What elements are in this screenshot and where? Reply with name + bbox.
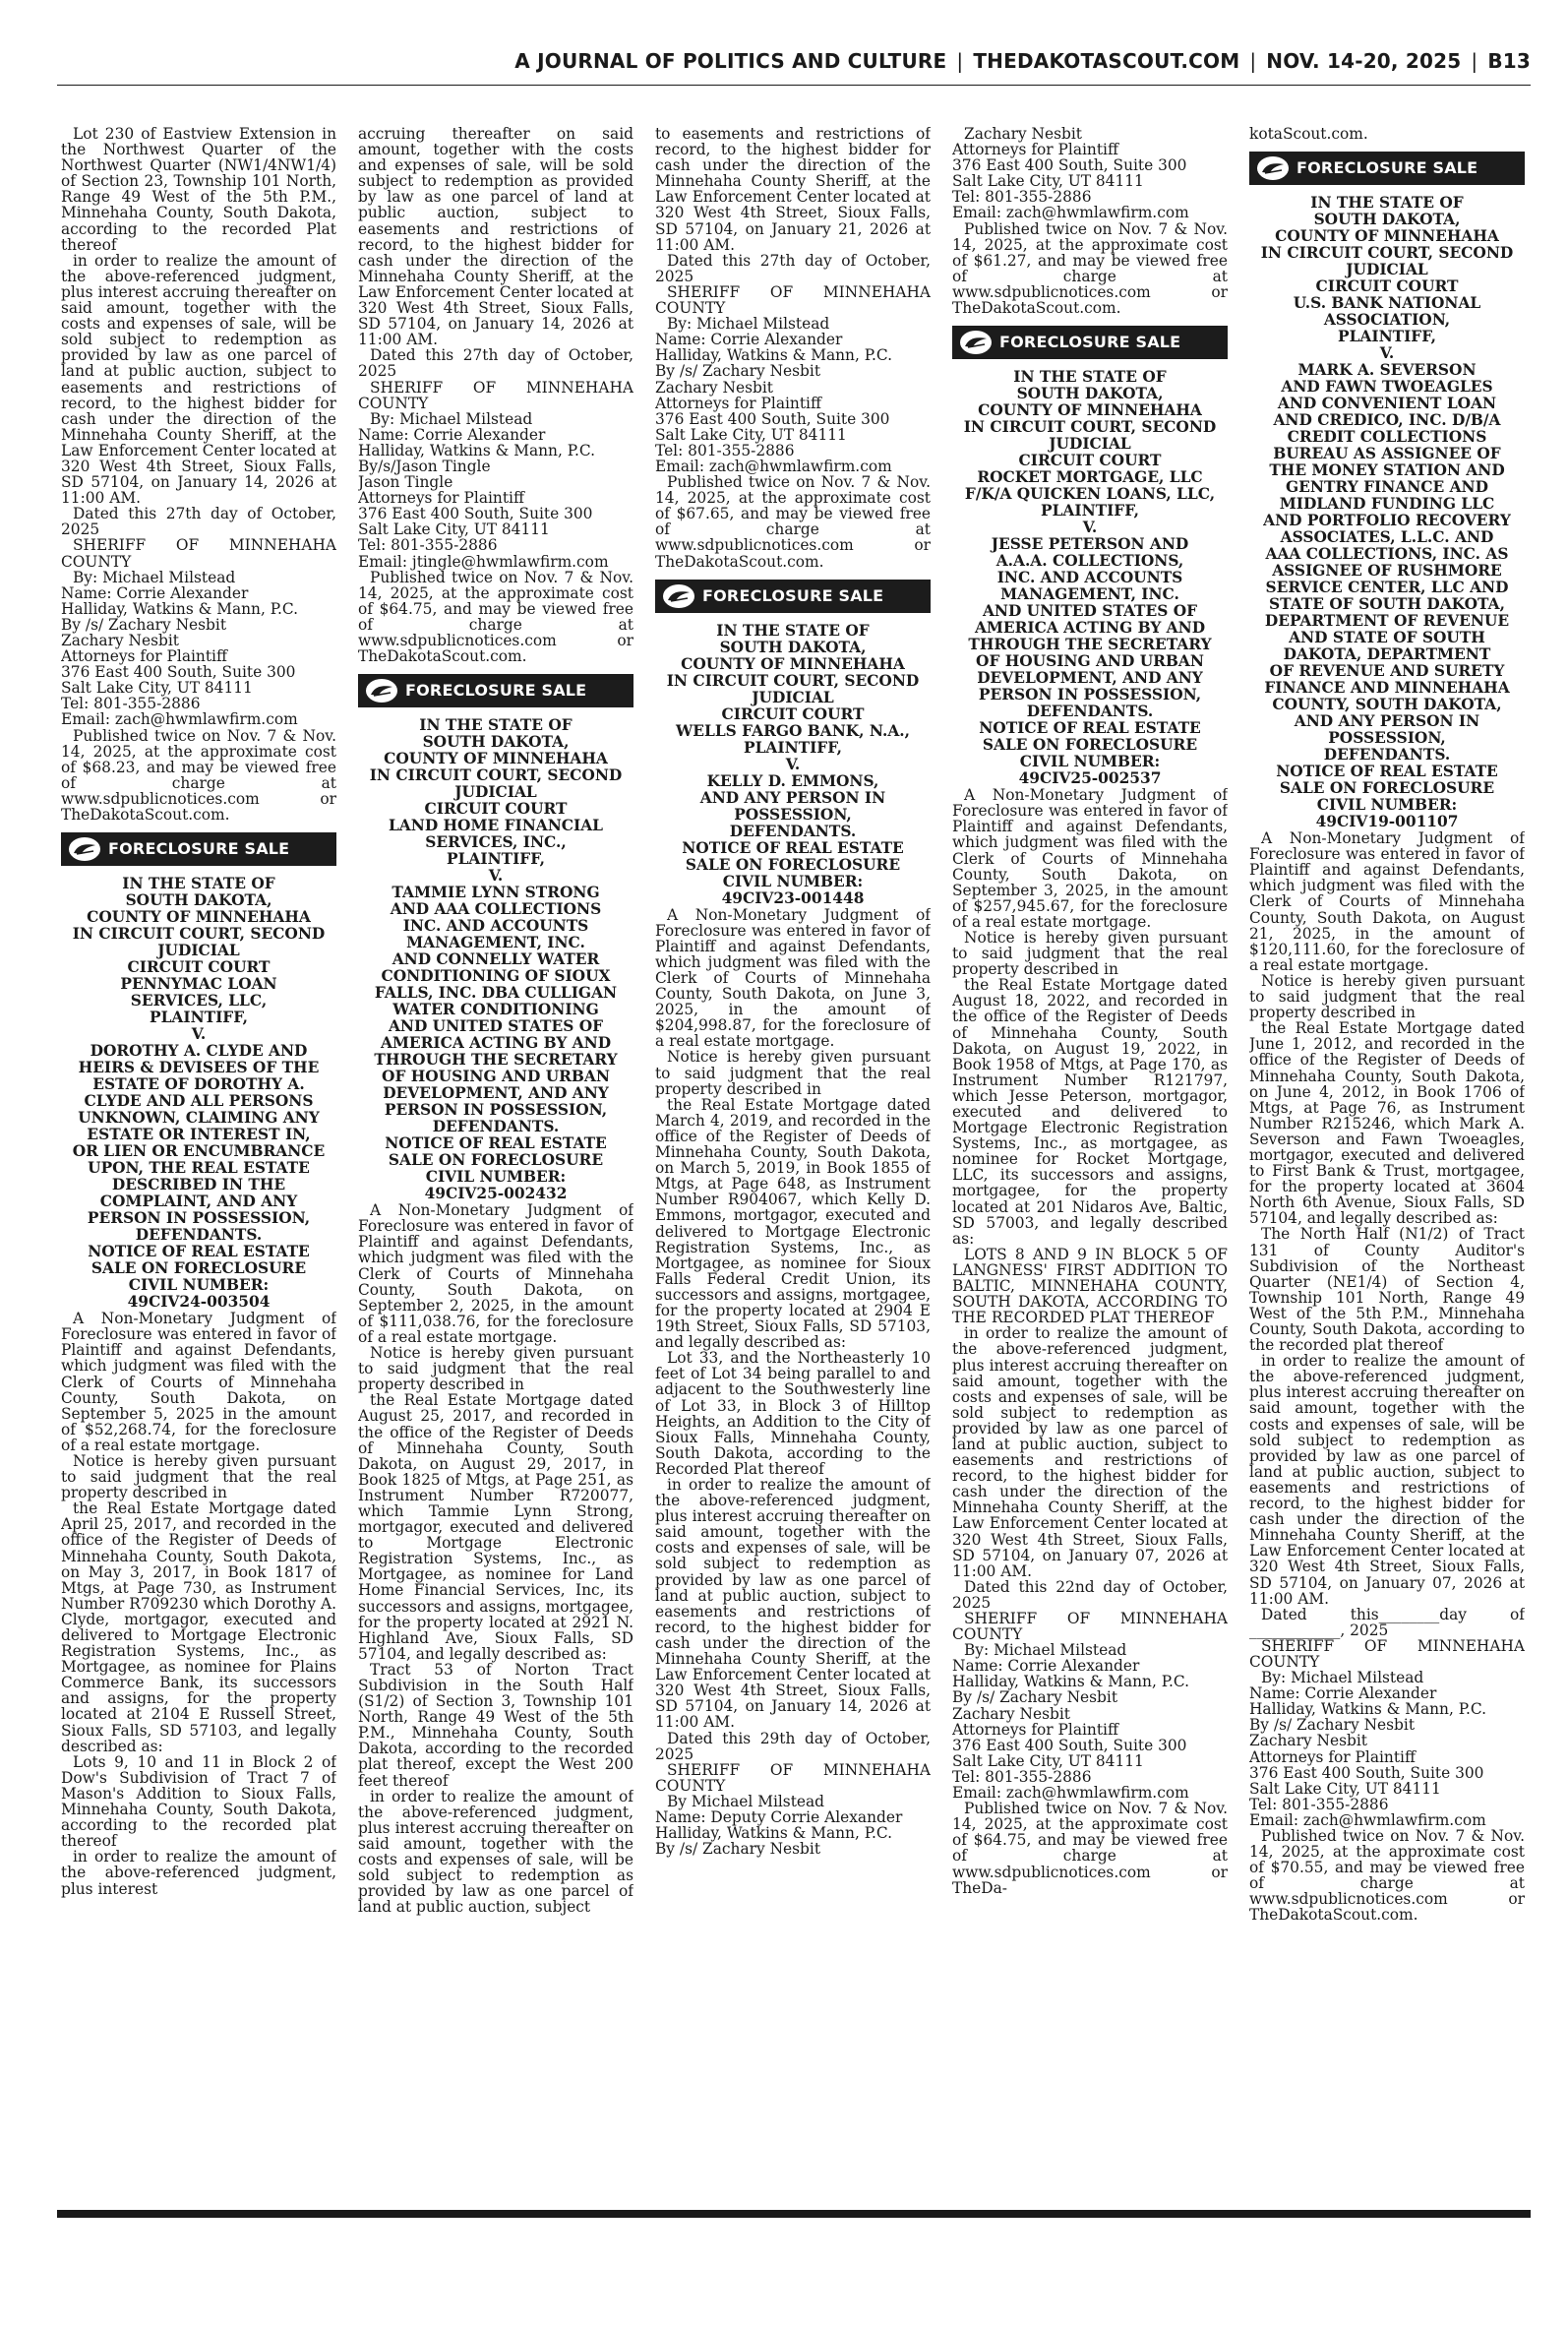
notice-paragraph: in order to realize the amount of the above-referenced judgment, plus interest accruing thereafter on said amount, together with the costs and expenses of sale, will be sold subject to redemption as provided by law as one parcel of land at public auction, subject to easements and restrictions of record, to the highest bidder for cash under the direction of the Minnehaha County Sheriff, at the Law Enforcement Center located at 320 West 4th Street, Sioux Falls, SD 57104, on January 07, 2026 at 11:00 AM. <box>1249 1352 1525 1608</box>
notice-paragraph: A Non-Monetary Judgment of Foreclosure was entered in favor of Plaintiff and against Defendants, which judgment was filed with the Clerk of Courts of Minnehaha County, South Dakota, on September 2, 2025, in the amount of $111,038.76, for the foreclosure of a real estate mortgage. <box>358 1201 633 1346</box>
notice-paragraph: Notice is hereby given pursuant to said judgment that the real property described in <box>1249 971 1525 1022</box>
notice-paragraph: in order to realize the amount of the above-referenced judgment, plus interest accruing thereafter on said amount, together with the costs and expenses of sale, will be sold subject to redemption as provided by law as one parcel of land at public auction, subject to easements and restrictions of record, to the highest bidder for cash under the direction of the Minnehaha County Sheriff, at the Law Enforcement Center located at 320 West 4th Street, Sioux Falls, SD 57104, on January 14, 2026 at 11:00 AM. <box>61 251 336 508</box>
notice-paragraph: the Real Estate Mortgage dated August 25, 2017, and recorded in the office of the Register of Deeds of Minnehaha County, South Dakota, on August 29, 2017, in Book 1825 of Mtgs, at Page 251, as Instrument Number R720077, which Tammie Lynn Strong, mortgagor, executed and delivered to Mortgage Electronic Registration Systems, Inc., as Mortgagee, as nominee for Land Home Financial Services, Inc, its successors and assigns, mortgagee, for the property located at 2921 N. Highland Ave, Sioux Falls, SD 57104, and legally described as: <box>358 1391 633 1663</box>
notice-paragraph: the Real Estate Mortgage dated April 25, 2017, and recorded in the office of the Register of Deeds of Minnehaha County, South Dakota, on May 3, 2017, in Book 1817 of Mtgs, at Page 730, as Instrument Number R709230 which Dorothy A. Clyde, mortgagor, executed and delivered to Mortgage Electronic Registration Systems, Inc., as Mortgagee, as nominee for Plains Commerce Bank, its successors and assigns, for the property located at 2104 E Russell Street, Sioux Falls, SD 57103, and legally described as: <box>61 1499 336 1755</box>
notice-paragraph: By: Michael Milstead Name: Corrie Alexander Halliday, Watkins & Mann, P.C. By /s/ Zachary Nesbit Zachary Nesbit Attorneys for Plaintiff 376 East 400 South, Suite 300 Salt Lake City, UT 84111 Tel: 801-355-2886 Email: zach@hwmlawfirm.com <box>655 315 893 475</box>
continued-paragraph: kotaScout.com. <box>1249 126 1368 143</box>
notice-paragraph: Published twice on Nov. 7 & Nov. 14, 2025, at the approximate cost of $64.75, and may be viewed free of charge at www.sdpublicnotices.com or TheDakotaScout.com. <box>358 568 633 666</box>
notice-paragraph: By: Michael Milstead Name: Corrie Alexander Halliday, Watkins & Mann, P.C. By /s/ Zachary Nesbit Zachary Nesbit Attorneys for Plaintiff 376 East 400 South, Suite 300 Salt Lake City, UT 84111 Tel: 801-355-2886 Email: zach@hwmlawfirm.com <box>61 568 299 729</box>
notice-paragraph: in order to realize the amount of the above-referenced judgment, plus interest <box>61 1848 336 1898</box>
header-separator: | <box>1249 49 1257 73</box>
foreclosure-sale-banner <box>655 580 931 613</box>
notice-paragraph: the Real Estate Mortgage dated June 1, 2012, and recorded in the office of the Register of Deeds of Minnehaha County, South Dakota, on June 4, 2012, in Book 1706 of Mtgs, at Page 76, as Instrument Number R215246, which Mark A. Severson and Fawn Twoeagles, mortgagor, executed and delivered to First Bank & Trust, mortgagee, for the property located at 3604 North 6th Avenue, Sioux Falls, SD 57104, and legally described as: <box>1249 1019 1525 1228</box>
notice-paragraph: Notice is hereby given pursuant to said judgment that the real property described in <box>655 1048 931 1098</box>
dakota-scout-logo-icon <box>1257 156 1289 180</box>
column-4 <box>952 126 1228 2202</box>
notice-paragraph: A Non-Monetary Judgment of Foreclosure was entered in favor of Plaintiff and against Defendants, which judgment was filed with the Clerk of Courts of Minnehaha County, South Dakota, on September 5, 2025 in the amount of $52,268.74, for the foreclosure of a real estate mortgage. <box>61 1310 336 1454</box>
notice-paragraph: Published twice on Nov. 7 & Nov. 14, 2025, at the approximate cost of $67.65, and may be viewed free of charge at www.sdpublicnotices.com or TheDakotaScout.com. <box>655 473 931 571</box>
notice-caption: IN THE STATE OF SOUTH DAKOTA, COUNTY OF MINNEHAHA IN CIRCUIT COURT, SECOND JUDICIAL CIRCUIT COURT LAND HOME FINANCIAL SERVICES, INC., PLAINTIFF, V. TAMMIE LYNN STRONG AND AAA COLLECTIONS INC. AND ACCOUNTS MANAGEMENT, INC. AND CONNELLY WATER CONDITIONING OF SIOUX FALLS, INC. DBA CULLIGAN WATER CONDITIONING AND UNITED STATES OF AMERICA ACTING BY AND THROUGH THE SECRETARY OF HOUSING AND URBAN DEVELOPMENT, AND ANY PERSON IN POSSESSION, DEFENDANTS. NOTICE OF REAL ESTATE SALE ON FORECLOSURE CIVIL NUMBER: 49CIV25-002432 <box>369 716 623 1203</box>
notice-paragraph: SHERIFF OF MINNEHAHA COUNTY <box>61 536 336 571</box>
notice-paragraph: Dated this 29th day of October, 2025 <box>655 1729 931 1763</box>
foreclosure-sale-banner <box>1249 152 1525 185</box>
notice-paragraph: Dated this 27th day of October, 2025 <box>655 251 931 285</box>
foreclosure-sale-banner <box>61 832 336 866</box>
notice-caption: IN THE STATE OF SOUTH DAKOTA, COUNTY OF MINNEHAHA IN CIRCUIT COURT, SECOND JUDICIAL CIRCUIT COURT WELLS FARGO BANK, N.A., PLAINTIFF, V. KELLY D. EMMONS, AND ANY PERSON IN POSSESSION, DEFENDANTS. NOTICE OF REAL ESTATE SALE ON FORECLOSURE CIVIL NUMBER: 49CIV23-001448 <box>666 621 920 907</box>
notice-paragraph: By: Michael Milstead Name: Corrie Alexander Halliday, Watkins & Mann, P.C. By/s/Jason Tingle Jason Tingle Attorneys for Plaintiff 376 East 400 South, Suite 300 Salt Lake City, UT 84111 Tel: 801-355-2886 Email: jtingle@hwmlawfirm.com <box>358 409 609 571</box>
notice-paragraph: Dated this________day of ____________, 2025 <box>1249 1605 1525 1639</box>
continued-paragraph: to easements and restrictions of record, to the highest bidder for cash under the direction of the Minnehaha County Sheriff, at the Law Enforcement Center located at 320 West 4th Street, Sioux Falls, SD 57104, on January 21, 2026 at 11:00 AM. <box>655 126 931 254</box>
notice-paragraph: Zachary Nesbit Attorneys for Plaintiff 376 East 400 South, Suite 300 Salt Lake City, UT 84111 Tel: 801-355-2886 Email: zach@hwmlawfirm.com <box>952 126 1189 222</box>
column-2 <box>358 126 633 2202</box>
notice-paragraph: Published twice on Nov. 7 & Nov. 14, 2025, at the approximate cost of $68.23, and may be viewed free of charge at www.sdpublicnotices.com or TheDakotaScout.com. <box>61 726 336 825</box>
notice-paragraph: SHERIFF OF MINNEHAHA COUNTY <box>655 1760 931 1795</box>
notice-paragraph: The North Half (N1/2) of Tract 131 of County Auditor's Subdivision of the Northeast Quarter (NE1/4) of Section 4, Township 101 North, Range 49 West of the 5th P.M., Minnehaha County, South Dakota, according to the recorded plat thereof <box>1249 1225 1525 1355</box>
notice-paragraph: SHERIFF OF MINNEHAHA COUNTY <box>358 378 633 412</box>
notice-paragraph: SHERIFF OF MINNEHAHA COUNTY <box>1249 1636 1525 1671</box>
header-separator: | <box>956 49 964 73</box>
banner-label: FORECLOSURE SALE <box>999 333 1181 352</box>
foreclosure-sale-banner <box>952 326 1228 359</box>
foreclosure-sale-banner <box>358 674 633 707</box>
dakota-scout-logo-icon <box>663 584 694 608</box>
banner-label: FORECLOSURE SALE <box>108 839 290 859</box>
notice-paragraph: Published twice on Nov. 7 & Nov. 14, 2025, at the approximate cost of $70.55, and may be viewed free of charge at www.sdpublicnotices.com or TheDakotaScout.com. <box>1249 1827 1525 1925</box>
continued-paragraph: accruing thereafter on said amount, together with the costs and expenses of sale, will be sold subject to redemption as provided by law as one parcel of land at public auction, subject to easements and restrictions of record, to the highest bidder for cash under the direction of the Minnehaha County Sheriff, at the Law Enforcement Center located at 320 West 4th Street, Sioux Falls, SD 57104, on January 14, 2026 at 11:00 AM. <box>358 126 633 349</box>
column-1 <box>61 126 336 2202</box>
notice-paragraph: the Real Estate Mortgage dated March 4, 2019, and recorded in the office of the Register of Deeds of Minnehaha County, South Dakota, on March 5, 2019, in Book 1855 of Mtgs, at Page 648, as Instrument Number R904067, which Kelly D. Emmons, mortgagor, executed and delivered to Mortgage Electronic Registration Systems, Inc., as Mortgagee, as nominee for Sioux Falls Federal Credit Union, its successors and assigns, mortgagee, for the property located at 2904 E 19th Street, Sioux Falls, SD 57103, and legally described as: <box>655 1095 931 1352</box>
notice-paragraph: SHERIFF OF MINNEHAHA COUNTY <box>655 282 931 318</box>
notice-paragraph: Dated this 27th day of October, 2025 <box>358 346 633 381</box>
notice-paragraph: Published twice on Nov. 7 & Nov. 14, 2025, at the approximate cost of $61.27, and may be viewed free of charge at www.sdpublicnotices.com or TheDakotaScout.com. <box>952 219 1228 318</box>
notice-paragraph: Published twice on Nov. 7 & Nov. 14, 2025, at the approximate cost of $64.75, and may be viewed free of charge at www.sdpublicnotices.com or TheDa- <box>952 1800 1228 1897</box>
banner-label: FORECLOSURE SALE <box>405 681 587 701</box>
header-divider <box>57 85 1531 86</box>
notice-paragraph: Notice is hereby given pursuant to said judgment that the real property described in <box>952 928 1228 979</box>
notice-paragraph: By: Michael Milstead Name: Corrie Alexander Halliday, Watkins & Mann, P.C. By /s/ Zachary Nesbit Zachary Nesbit Attorneys for Plaintiff 376 East 400 South, Suite 300 Salt Lake City, UT 84111 Tel: 801-355-2886 Email: zach@hwmlawfirm.com <box>1249 1669 1487 1829</box>
notice-paragraph: Lots 9, 10 and 11 in Block 2 of Dow's Subdivision of Tract 7 of Mason's Addition to Sioux Falls, Minnehaha County, South Dakota, according to the recorded plat thereof <box>61 1752 336 1851</box>
notice-paragraph: SHERIFF OF MINNEHAHA COUNTY <box>952 1610 1228 1644</box>
notice-paragraph: Dated this 22nd day of October, 2025 <box>952 1577 1228 1612</box>
notice-paragraph: in order to realize the amount of the above-referenced judgment, plus interest accruing thereafter on said amount, together with the costs and expenses of sale, will be sold subject to redemption as provided by law as one parcel of land at public auction, subject <box>358 1787 633 1917</box>
notice-paragraph: By Michael Milstead Name: Deputy Corrie Alexander Halliday, Watkins & Mann, P.C. By /s/ Zachary Nesbit <box>655 1792 903 1859</box>
page-number: B13 <box>1487 49 1531 73</box>
dakota-scout-logo-icon <box>960 331 992 354</box>
header-separator: | <box>1471 49 1478 73</box>
column-5 <box>1249 126 1525 2202</box>
notice-paragraph: in order to realize the amount of the above-referenced judgment, plus interest accruing thereafter on said amount, together with the costs and expenses of sale, will be sold subject to redemption as provided by law as one parcel of land at public auction, subject to easements and restrictions of record, to the highest bidder for cash under the direction of the Minnehaha County Sheriff, at the Law Enforcement Center located at 320 West 4th Street, Sioux Falls, SD 57104, on January 07, 2026 at 11:00 AM. <box>952 1324 1228 1580</box>
dakota-scout-logo-icon <box>366 679 397 703</box>
notice-caption: IN THE STATE OF SOUTH DAKOTA, COUNTY OF MINNEHAHA IN CIRCUIT COURT, SECOND JUDICIAL CIRCUIT COURT PENNYMAC LOAN SERVICES, LLC, PLAINTIFF, V. DOROTHY A. CLYDE AND HEIRS & DEVISEES OF THE ESTATE OF DOROTHY A. CLYDE AND ALL PERSONS UNKNOWN, CLAIMING ANY ESTATE OR INTEREST IN, OR LIEN OR ENCUMBRANCE UPON, THE REAL ESTATE DESCRIBED IN THE COMPLAINT, AND ANY PERSON IN POSSESSION, DEFENDANTS. NOTICE OF REAL ESTATE SALE ON FORECLOSURE CIVIL NUMBER: 49CIV24-003504 <box>72 875 326 1312</box>
notice-paragraph: in order to realize the amount of the above-referenced judgment, plus interest accruing thereafter on said amount, together with the costs and expenses of sale, will be sold subject to redemption as provided by law as one parcel of land at public auction, subject to easements and restrictions of record, to the highest bidder for cash under the direction of the Minnehaha County Sheriff, at the Law Enforcement Center located at 320 West 4th Street, Sioux Falls, SD 57104, on January 14, 2026 at 11:00 AM. <box>655 1476 931 1732</box>
notice-paragraph: Lot 33, and the Northeasterly 10 feet of Lot 34 being parallel to and adjacent to the Southwesterly line of Lot 33, in Block 3 of Hilltop Heights, an Addition to the City of Sioux Falls, Minnehaha County, South Dakota, according to the Recorded Plat thereof <box>655 1349 931 1478</box>
legal-notices-columns <box>61 126 1525 2202</box>
footer-divider <box>57 2210 1531 2218</box>
notice-caption: IN THE STATE OF SOUTH DAKOTA, COUNTY OF MINNEHAHA IN CIRCUIT COURT, SECOND JUDICIAL CIRCUIT COURT ROCKET MORTGAGE, LLC F/K/A QUICKEN LOANS, LLC, PLAINTIFF, V. JESSE PETERSON AND A.A.A. COLLECTIONS, INC. AND ACCOUNTS MANAGEMENT, INC. AND UNITED STATES OF AMERICA ACTING BY AND THROUGH THE SECRETARY OF HOUSING AND URBAN DEVELOPMENT, AND ANY PERSON IN POSSESSION, DEFENDANTS. NOTICE OF REAL ESTATE SALE ON FORECLOSURE CIVIL NUMBER: 49CIV25-002537 <box>963 368 1217 788</box>
notice-paragraph: A Non-Monetary Judgment of Foreclosure was entered in favor of Plaintiff and against Defendants, which judgment was filed with the Clerk of Courts of Minnehaha County, South Dakota, on August 21, 2025, in the amount of $120,111.60, for the foreclosure of a real estate mortgage. <box>1249 829 1525 974</box>
notice-paragraph: Notice is hereby given pursuant to said judgment that the real property described in <box>358 1344 633 1394</box>
banner-label: FORECLOSURE SALE <box>1297 158 1478 178</box>
column-3 <box>655 126 931 2202</box>
notice-caption: IN THE STATE OF SOUTH DAKOTA, COUNTY OF MINNEHAHA IN CIRCUIT COURT, SECOND JUDICIAL CIRCUIT COURT U.S. BANK NATIONAL ASSOCIATION, PLAINTIFF, V. MARK A. SEVERSON AND FAWN TWOEAGLES AND CONVENIENT LOAN AND CREDICO, INC. D/B/A CREDIT COLLECTIONS BUREAU AS ASSIGNEE OF THE MONEY STATION AND GENTRY FINANCE AND MIDLAND FUNDING LLC AND PORTFOLIO RECOVERY ASSOCIATES, L.L.C. AND AAA COLLECTIONS, INC. AS ASSIGNEE OF RUSHMORE SERVICE CENTER, LLC AND STATE OF SOUTH DAKOTA, DEPARTMENT OF REVENUE AND STATE OF SOUTH DAKOTA, DEPARTMENT OF REVENUE AND SURETY FINANCE AND MINNEHAHA COUNTY, SOUTH DAKOTA, AND ANY PERSON IN POSSESSION, DEFENDANTS. NOTICE OF REAL ESTATE SALE ON FORECLOSURE CIVIL NUMBER: 49CIV19-001107 <box>1260 194 1514 831</box>
notice-paragraph: Lot 230 of Eastview Extension in the Northwest Quarter of the Northwest Quarter (NW1/4NW1/4) of Section 23, Township 101 North, Range 49 West of the 5th P.M., Minnehaha County, South Dakota, according to the recorded Plat thereof <box>61 126 336 254</box>
notice-paragraph: A Non-Monetary Judgment of Foreclosure was entered in favor of Plaintiff and against Defendants, which judgment was filed with the Clerk of Courts of Minnehaha County, South Dakota, on June 3, 2025, in the amount of $204,998.87, for the foreclosure of a real estate mortgage. <box>655 905 931 1051</box>
page-header <box>514 49 1531 73</box>
banner-label: FORECLOSURE SALE <box>702 585 884 605</box>
dakota-scout-logo-icon <box>69 837 100 861</box>
notice-paragraph: Dated this 27th day of October, 2025 <box>61 505 336 539</box>
notice-paragraph: the Real Estate Mortgage dated August 18, 2022, and recorded in the office of the Register of Deeds of Minnehaha County, South Dakota, on August 19, 2022, in Book 1958 of Mtgs, at Page 170, as Instrument Number R121797, which Jesse Peterson, mortgagor, executed and delivered to Mortgage Electronic Registration Systems, Inc., as mortgagee, as nominee for Rocket Mortgage, LLC, its successors and assigns, mortgagee, for the property located at 201 Nidaros Ave, Baltic, SD 57003, and legally described as: <box>952 976 1228 1248</box>
notice-paragraph: Notice is hereby given pursuant to said judgment that the real property described in <box>61 1451 336 1502</box>
site-url: THEDAKOTASCOUT.COM <box>973 49 1240 73</box>
notice-paragraph: By: Michael Milstead Name: Corrie Alexander Halliday, Watkins & Mann, P.C. By /s/ Zachary Nesbit Zachary Nesbit Attorneys for Plaintiff 376 East 400 South, Suite 300 Salt Lake City, UT 84111 Tel: 801-355-2886 Email: zach@hwmlawfirm.com <box>952 1641 1190 1803</box>
notice-paragraph: Tract 53 of Norton Tract Subdivision in the South Half (S1/2) of Section 3, Township 101 North, Range 49 West of the 5th P.M., Minnehaha County, South Dakota, according to the recorded plat thereof, except the West 200 feet thereof <box>358 1660 633 1790</box>
notice-paragraph: LOTS 8 AND 9 IN BLOCK 5 OF LANGNESS' FIRST ADDITION TO BALTIC, MINNEHAHA COUNTY, SOUTH DAKOTA, ACCORDING TO THE RECORDED PLAT THEREOF <box>952 1245 1228 1327</box>
notice-paragraph: A Non-Monetary Judgment of Foreclosure was entered in favor of Plaintiff and against Defendants, which judgment was filed with the Clerk of Courts of Minnehaha County, South Dakota, on September 3, 2025, in the amount of $257,945.67, for the foreclosure of a real estate mortgage. <box>952 786 1228 931</box>
issue-date: NOV. 14-20, 2025 <box>1266 49 1462 73</box>
journal-tagline: A JOURNAL OF POLITICS AND CULTURE <box>514 49 947 73</box>
